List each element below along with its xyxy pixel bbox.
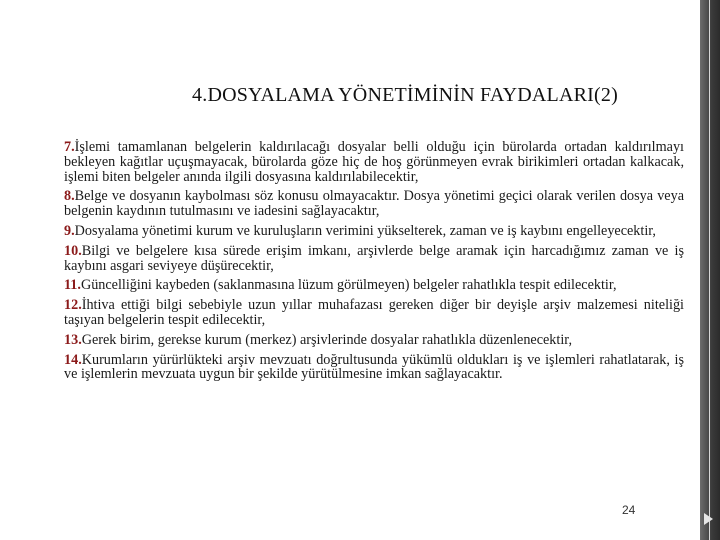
item-number: 13. <box>64 331 82 348</box>
item-number: 7. <box>64 139 75 155</box>
item-text: İhtiva ettiği bilgi sebebiyle uzun yıllar muhafazası gereken diğer bir deyişle arşiv malzemesi niteliği taşıyan belgelerin tespit edilecektir, <box>64 297 684 328</box>
item-number: 12. <box>64 297 82 314</box>
slide-content <box>64 140 684 387</box>
item-number: 10. <box>64 242 82 259</box>
list-item <box>64 353 684 383</box>
item-text: İşlemi tamamlanan belgelerin kaldırılacağı dosyalar belli olduğu için bürolarda ortadan kaldırılmayı bekleyen kağıtlar uçuşmayacak, bürolarda göze hiç de hoş görünmeyen evrak birikimleri ortadan kalkacak, işlemi biten belgeler anında ilgili dosyasına kaldırılabilecektir, <box>64 139 684 185</box>
item-number: 11. <box>64 277 81 294</box>
play-arrow-icon[interactable] <box>704 513 713 525</box>
item-text: Gerek birim, gerekse kurum (merkez) arşivlerinde dosyalar rahatlıkla düzenlenecektir, <box>81 331 572 348</box>
item-text: Kurumların yürürlükteki arşiv mevzuatı doğrultusunda yükümlü oldukları iş ve işlemleri rahatlatarak, iş ve işlemlerin mevzuata uygun bir şekilde yürütülmesine imkan sağlayacaktır. <box>64 351 684 383</box>
list-item <box>64 140 684 184</box>
item-text: Dosyalama yönetimi kurum ve kuruluşların verimini yükselterek, zaman ve iş kaybını engelleyecektir, <box>74 222 656 239</box>
list-item <box>64 224 684 239</box>
list-item <box>64 333 684 348</box>
item-number: 14. <box>64 351 82 368</box>
slide-title: 4.DOSYALAMA YÖNETİMİNİN FAYDALARI(2) <box>192 84 618 106</box>
item-number: 9. <box>64 222 75 239</box>
list-item <box>64 278 684 293</box>
side-strip <box>700 0 720 540</box>
item-text: Belge ve dosyanın kaybolması söz konusu olmayacaktır. Dosya yönetimi geçici olarak verilen dosya veya belgenin kaydının tutulmasını ve iadesini sağlayacaktır, <box>64 188 684 220</box>
item-text: Bilgi ve belgelere kısa sürede erişim imkanı, arşivlerde belge aramak için harcadığımız zaman ve iş kaybını asgari seviyeye düşürecektir, <box>64 242 684 274</box>
item-number: 8. <box>64 188 75 205</box>
item-text: Güncelliğini kaybeden (saklanmasına lüzum görülmeyen) belgeler rahatlıkla tespit edilecektir, <box>80 277 617 294</box>
list-item <box>64 189 684 219</box>
page-number: 24 <box>622 503 636 517</box>
list-item <box>64 298 684 328</box>
list-item <box>64 244 684 274</box>
strip-divider <box>709 0 710 540</box>
